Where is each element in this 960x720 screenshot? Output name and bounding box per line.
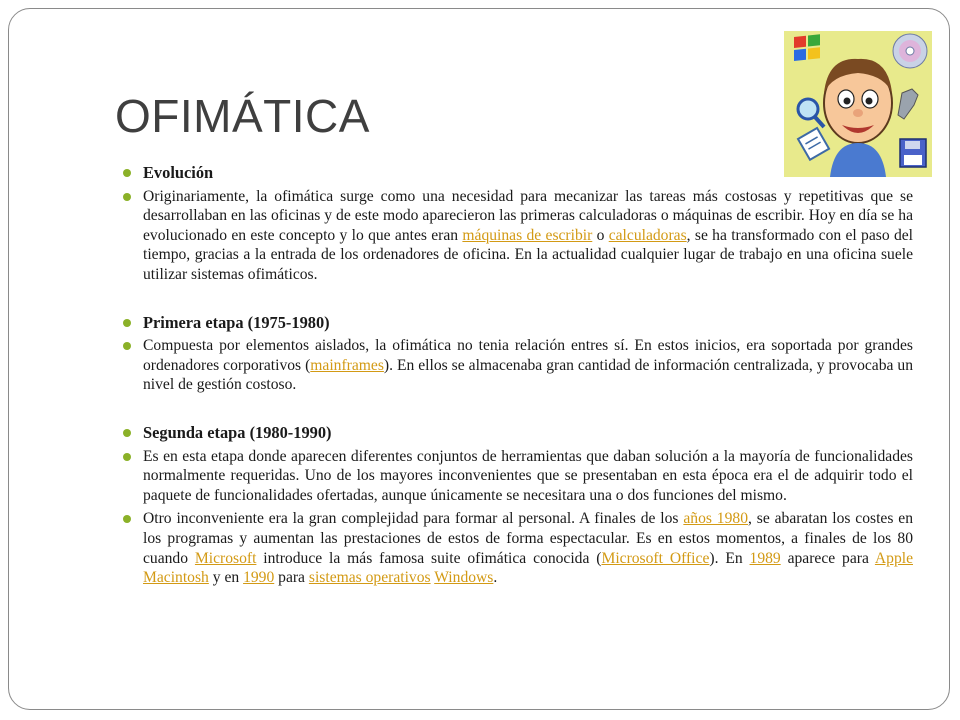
inline-link[interactable]: máquinas de escribir <box>462 226 593 244</box>
section-spacer <box>123 289 913 313</box>
section-heading-text: Evolución <box>143 163 214 182</box>
paragraph-text: Compuesta por elementos aislados, la ofimática no tenia relación entres sí. En estos inicios, era soportada por grandes ordenadores corporativos ( <box>143 337 913 374</box>
bullet-paragraph <box>123 447 913 506</box>
paragraph-text: Otro inconveniente era la gran complejidad para formar al personal. A finales de los <box>143 510 684 528</box>
paragraph-text: Es en esta etapa donde aparecen diferentes conjuntos de herramientas que daban solución a la mayoría de funcionalidades normalmente requeridas. Uno de los mayores inconvenientes que se presentaban en esta época era el de adquirir todo el paquete de funcionalidades ofertadas, aunque únicamente se necesitara una o dos funciones del mismo. <box>143 447 913 504</box>
section-heading-text: Segunda etapa (1980-1990) <box>143 422 332 442</box>
slide-title: OFIMÁTICA <box>115 90 370 142</box>
paragraph-text: para <box>274 569 309 587</box>
bullet-paragraph <box>123 187 913 285</box>
bullet-icon <box>123 193 131 201</box>
bullet-icon <box>123 342 131 350</box>
paragraph-text: Originariamente, la ofimática surge como una necesidad para mecanizar las tareas más costosas y repetitivas que se desarrollaban en las oficinas y de este modo aparecieron las primeras calculadoras o máquinas de escribir. Hoy en día se ha evolucionado en este concepto y lo que antes eran <box>143 187 913 244</box>
paragraph-text: introduce la más famosa suite ofimática conocida ( <box>256 549 602 567</box>
bullet-icon <box>123 319 131 327</box>
slide-frame <box>8 8 950 710</box>
bullet-icon <box>123 515 131 523</box>
office-user-clipart-icon <box>784 31 932 177</box>
section-heading <box>123 313 913 333</box>
section-heading-text: Primera etapa (1975-1980) <box>143 312 330 332</box>
paragraph-text: . <box>493 569 498 587</box>
paragraph-text: o <box>592 226 609 244</box>
bullet-icon <box>123 453 131 461</box>
section-heading <box>123 163 913 183</box>
inline-link[interactable]: mainframes <box>310 356 384 374</box>
section-heading <box>123 423 913 443</box>
inline-link[interactable]: años 1980 <box>683 510 748 528</box>
bullet-icon <box>123 429 131 437</box>
section-spacer <box>123 399 913 423</box>
inline-link[interactable]: Microsoft Office <box>601 549 710 567</box>
paragraph-text: , se abaratan los costes en los programas y aumentan las prestaciones de estos de forma espectacular. Es en estos momentos, a finales de los 80 cuando <box>143 510 913 567</box>
inline-link[interactable]: Microsoft <box>194 549 257 567</box>
slide-body <box>123 163 913 592</box>
paragraph-text: ). En ellos se almacenaba gran cantidad de información centralizada, y provocaba un nivel de gestión costoso. <box>143 356 914 394</box>
bullet-icon <box>123 169 131 177</box>
inline-link[interactable]: 1989 <box>749 549 781 567</box>
inline-link[interactable]: calculadoras <box>608 226 687 244</box>
paragraph-text: aparece para <box>780 549 875 567</box>
inline-link[interactable]: Windows <box>434 569 494 587</box>
bullet-paragraph <box>123 509 913 587</box>
bullet-paragraph <box>123 336 913 395</box>
paragraph-text: y en <box>208 569 244 587</box>
inline-link[interactable]: Apple Macintosh <box>143 549 913 587</box>
inline-link[interactable]: sistemas operativos <box>308 569 431 587</box>
inline-link[interactable]: 1990 <box>243 569 275 587</box>
paragraph-text: , se ha transformado con el paso del tiempo, gracias a la entrada de los ordenadores de oficina. En la actualidad cualquier lugar de trabajo en una oficina suele utilizar sistemas ofimáticos. <box>143 226 914 283</box>
paragraph-text: ). En <box>709 549 750 567</box>
